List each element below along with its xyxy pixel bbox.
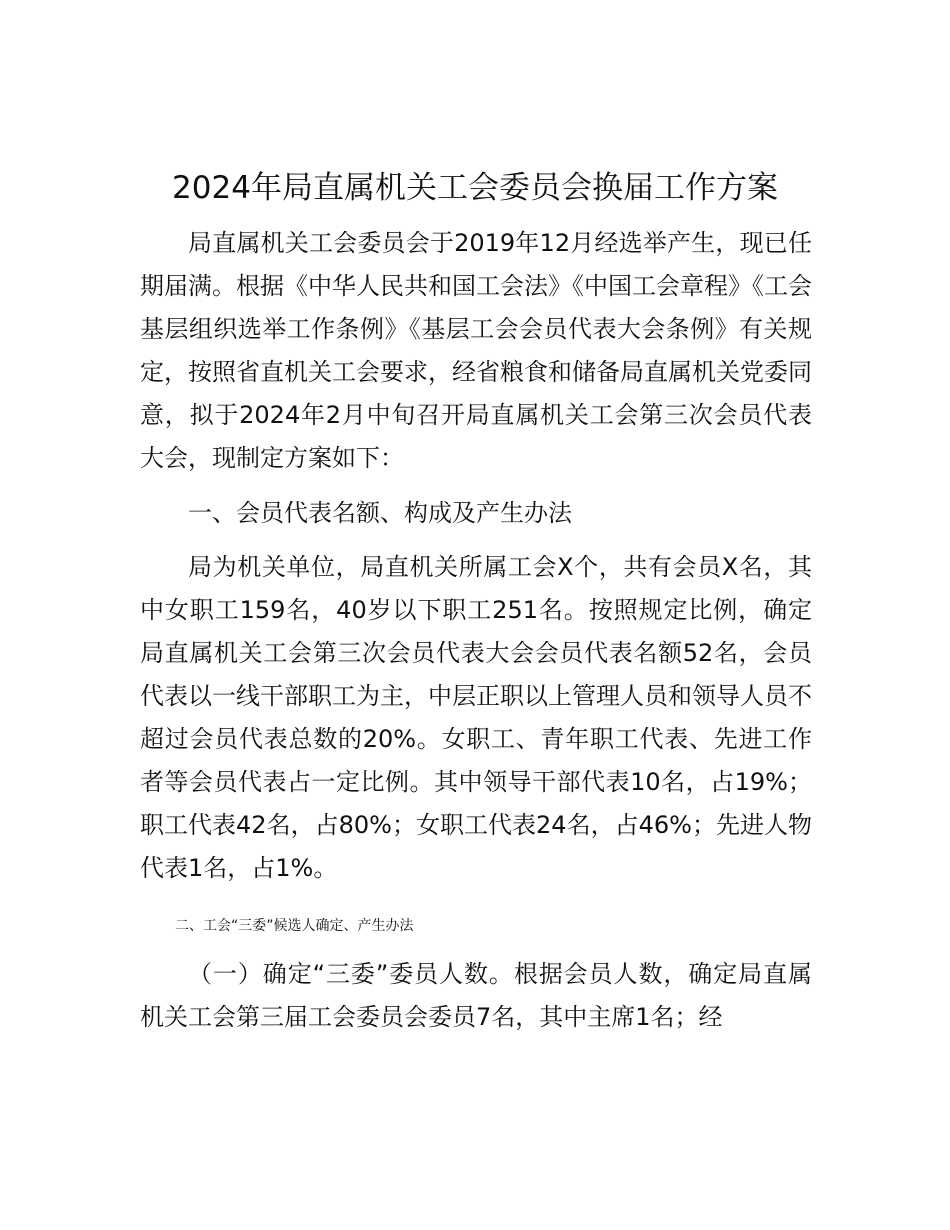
- body-paragraph-1: 局为机关单位，局直机关所属工会X个，共有会员X名，其中女职工159名，40岁以下职工251名。按照规定比例，确定局直属机关工会第三次会员代表大会会员代表名额52名，会员代表以一线干部职工为主，中层正职以上管理人员和领导人员不超过会员代表总数的20%。女职工、青年职工代表、先进工作者等会员代表占一定比例。其中领导干部代表10名，占19%；职工代表42名，占80%；女职工代表24名，占46%；先进人物代表1名，占1%。: [140, 553, 812, 882]
- section-heading-1: 一、会员代表名额、构成及产生办法: [188, 499, 572, 527]
- section-heading-2: 二、工会“三委”候选人确定、产生办法: [175, 918, 414, 934]
- intro-paragraph: 局直属机关工会委员会于2019年12月经选举产生，现已任期届满。根据《中华人民共和国工会法》《中国工会章程》《工会基层组织选举工作条例》《基层工会会员代表大会条例》有关规定，按照省直机关工会要求，经省粮食和储备局直属机关党委同意，拟于2024年2月中旬召开局直属机关工会第三次会员代表大会，现制定方案如下：: [140, 229, 812, 472]
- body-paragraph-2: （一）确定“三委”委员人数。根据会员人数，确定局直属机关工会第三届工会委员会委员7名，其中主席1名；经: [140, 960, 812, 1031]
- document-title: 2024年局直属机关工会委员会换届工作方案: [172, 170, 778, 206]
